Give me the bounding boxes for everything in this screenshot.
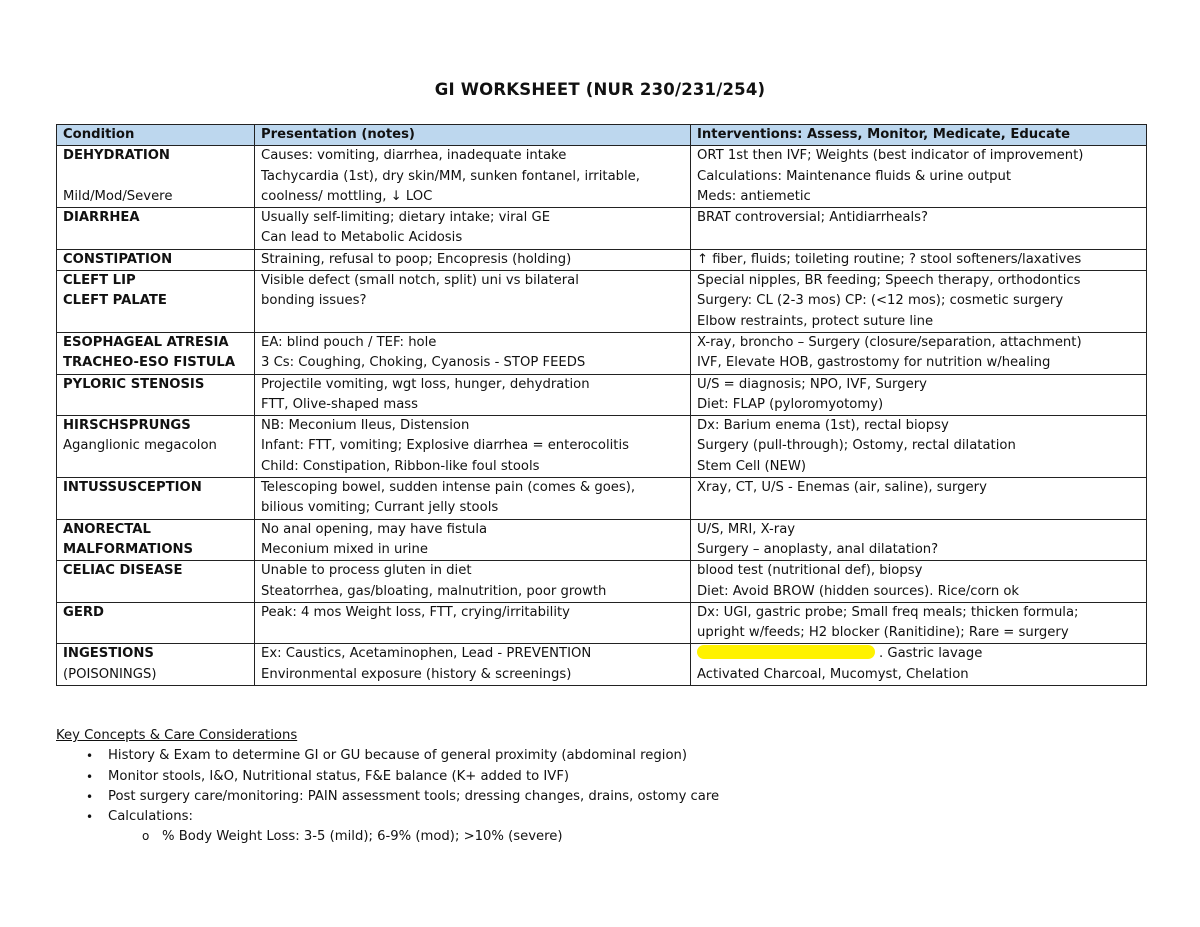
intervention-line: Diet: Avoid BROW (hidden sources). Rice/corn ok [697, 583, 1020, 599]
intervention-line: Xray, CT, U/S - Enemas (air, saline), surgery [697, 480, 987, 496]
highlight-redaction [697, 645, 875, 659]
sub-list-item-text: % Body Weight Loss: 3-5 (mild); 6-9% (mod); >10% (severe) [162, 829, 563, 845]
condition-name: TRACHEO-ESO FISTULA [63, 355, 236, 371]
interventions-cell [691, 208, 1147, 250]
intervention-line: Special nipples, BR feeding; Speech therapy, orthodontics [697, 273, 1081, 289]
table-row [57, 208, 1147, 250]
presentation-cell [255, 602, 691, 644]
presentation-cell [255, 374, 691, 416]
intervention-line: Surgery: CL (2-3 mos) CP: (<12 mos); cosmetic surgery [697, 293, 1064, 309]
condition-cell [57, 519, 255, 561]
bullet-icon: • [86, 810, 94, 825]
condition-name: DIARRHEA [63, 210, 140, 226]
condition-name: GERD [63, 604, 104, 620]
condition-cell [57, 644, 255, 686]
intervention-line: Calculations: Maintenance fluids & urine output [697, 168, 1012, 184]
column-header-presentation: Presentation (notes) [255, 125, 691, 146]
interventions-cell [691, 602, 1147, 644]
key-concepts-section [56, 726, 719, 848]
condition-cell [57, 332, 255, 374]
intervention-text: . Gastric lavage [879, 646, 983, 662]
presentation-line: bonding issues? [261, 293, 367, 309]
list-item-text: History & Exam to determine GI or GU because of general proximity (abdominal region) [108, 748, 688, 764]
interventions-cell [691, 416, 1147, 478]
intervention-line: ↑ fiber, fluids; toileting routine; ? stool softeners/laxatives [697, 251, 1082, 267]
list-item [56, 746, 719, 766]
intervention-line: Surgery – anoplasty, anal dilatation? [697, 541, 939, 557]
condition-cell [57, 249, 255, 270]
intervention-line: Activated Charcoal, Mucomyst, Chelation [697, 666, 969, 682]
list-item [56, 767, 719, 787]
condition-cell [57, 602, 255, 644]
presentation-line: Tachycardia (1st), dry skin/MM, sunken fontanel, irritable, [261, 168, 640, 184]
presentation-line: Usually self-limiting; dietary intake; viral GE [261, 210, 551, 226]
presentation-cell [255, 644, 691, 686]
presentation-line: Peak: 4 mos Weight loss, FTT, crying/irritability [261, 604, 570, 620]
sub-list-item [56, 827, 719, 847]
list-item [56, 807, 719, 827]
interventions-cell [691, 332, 1147, 374]
table-row [57, 416, 1147, 478]
presentation-cell [255, 208, 691, 250]
presentation-cell [255, 332, 691, 374]
table-row [57, 271, 1147, 333]
presentation-cell [255, 519, 691, 561]
table-row [57, 478, 1147, 520]
presentation-line: Projectile vomiting, wgt loss, hunger, dehydration [261, 376, 590, 392]
column-header-interventions: Interventions: Assess, Monitor, Medicate, Educate [691, 125, 1147, 146]
intervention-line-highlighted [697, 644, 1140, 664]
intervention-line: BRAT controversial; Antidiarrheals? [697, 210, 929, 226]
presentation-line: coolness/ mottling, ↓ LOC [261, 188, 433, 204]
condition-name: CLEFT LIP [63, 273, 136, 289]
intervention-line: Dx: UGI, gastric probe; Small freq meals; thicken formula; [697, 604, 1079, 620]
interventions-cell [691, 644, 1147, 686]
presentation-line: Steatorrhea, gas/bloating, malnutrition, poor growth [261, 583, 607, 599]
presentation-line: NB: Meconium Ileus, Distension [261, 418, 470, 434]
bullet-icon: • [86, 749, 94, 764]
interventions-cell [691, 561, 1147, 603]
interventions-cell [691, 519, 1147, 561]
list-item [56, 787, 719, 807]
intervention-line: upright w/feeds; H2 blocker (Ranitidine); Rare = surgery [697, 625, 1069, 641]
condition-subtitle: (POISONINGS) [63, 666, 157, 682]
table-row [57, 332, 1147, 374]
presentation-line: Causes: vomiting, diarrhea, inadequate intake [261, 148, 567, 164]
condition-cell [57, 478, 255, 520]
condition-cell [57, 208, 255, 250]
presentation-line: Telescoping bowel, sudden intense pain (comes & goes), [261, 480, 636, 496]
presentation-line: Infant: FTT, vomiting; Explosive diarrhea = enterocolitis [261, 438, 630, 454]
presentation-line: 3 Cs: Coughing, Choking, Cyanosis - STOP FEEDS [261, 355, 586, 371]
interventions-cell [691, 146, 1147, 208]
presentation-line: Environmental exposure (history & screenings) [261, 666, 572, 682]
intervention-line: Surgery (pull-through); Ostomy, rectal dilatation [697, 438, 1016, 454]
condition-name: PYLORIC STENOSIS [63, 376, 205, 392]
condition-name: INTUSSUSCEPTION [63, 480, 202, 496]
interventions-cell [691, 478, 1147, 520]
condition-cell [57, 271, 255, 333]
condition-name: ANORECTAL [63, 521, 151, 537]
condition-name: HIRSCHSPRUNGS [63, 418, 191, 434]
presentation-line: Child: Constipation, Ribbon-like foul stools [261, 458, 540, 474]
condition-name: CLEFT PALATE [63, 293, 167, 309]
intervention-line: Dx: Barium enema (1st), rectal biopsy [697, 418, 949, 434]
interventions-cell [691, 271, 1147, 333]
intervention-line: blood test (nutritional def), biopsy [697, 563, 923, 579]
presentation-cell [255, 146, 691, 208]
intervention-line: ORT 1st then IVF; Weights (best indicator of improvement) [697, 148, 1084, 164]
table-row [57, 519, 1147, 561]
intervention-line: Elbow restraints, protect suture line [697, 313, 934, 329]
table-row [57, 602, 1147, 644]
list-item-text: Monitor stools, I&O, Nutritional status, F&E balance (K+ added to IVF) [108, 768, 570, 784]
column-header-condition: Condition [57, 125, 255, 146]
condition-cell [57, 146, 255, 208]
condition-name: CONSTIPATION [63, 251, 173, 267]
interventions-cell [691, 374, 1147, 416]
condition-cell [57, 561, 255, 603]
condition-name: INGESTIONS [63, 646, 154, 662]
table-row [57, 146, 1147, 208]
presentation-line: Can lead to Metabolic Acidosis [261, 230, 463, 246]
presentation-line: Unable to process gluten in diet [261, 563, 472, 579]
gi-worksheet-table [56, 124, 1147, 686]
condition-cell [57, 416, 255, 478]
presentation-line: FTT, Olive-shaped mass [261, 396, 419, 412]
table-row [57, 561, 1147, 603]
table-row [57, 644, 1147, 686]
list-item-text: Post surgery care/monitoring: PAIN assessment tools; dressing changes, drains, ostomy care [108, 788, 720, 804]
intervention-line: U/S, MRI, X-ray [697, 521, 796, 537]
presentation-cell [255, 561, 691, 603]
presentation-line: Ex: Caustics, Acetaminophen, Lead - PREVENTION [261, 646, 592, 662]
presentation-line: No anal opening, may have fistula [261, 521, 488, 537]
presentation-cell [255, 416, 691, 478]
bullet-icon: • [86, 769, 94, 784]
page-title: GI WORKSHEET (NUR 230/231/254) [434, 80, 766, 99]
key-concepts-title: Key Concepts & Care Considerations [56, 728, 298, 743]
table-row [57, 249, 1147, 270]
intervention-line: U/S = diagnosis; NPO, IVF, Surgery [697, 376, 927, 392]
table-header-row [57, 125, 1147, 146]
table-row [57, 374, 1147, 416]
interventions-cell [691, 249, 1147, 270]
blank-line [63, 167, 248, 187]
list-item-text: Calculations: [108, 809, 193, 825]
bullet-icon: • [86, 789, 94, 804]
condition-name: CELIAC DISEASE [63, 563, 183, 579]
intervention-line: Meds: antiemetic [697, 188, 811, 204]
intervention-line: X-ray, broncho – Surgery (closure/separation, attachment) [697, 334, 1082, 350]
condition-name: DEHYDRATION [63, 148, 170, 164]
condition-cell [57, 374, 255, 416]
presentation-line: bilious vomiting; Currant jelly stools [261, 500, 499, 516]
presentation-cell [255, 478, 691, 520]
condition-subtitle: Mild/Mod/Severe [63, 188, 173, 204]
presentation-line: EA: blind pouch / TEF: hole [261, 334, 437, 350]
intervention-line: Diet: FLAP (pyloromyotomy) [697, 396, 884, 412]
presentation-cell [255, 271, 691, 333]
presentation-line: Meconium mixed in urine [261, 541, 428, 557]
intervention-line: IVF, Elevate HOB, gastrostomy for nutrition w/healing [697, 355, 1051, 371]
condition-subtitle: Aganglionic megacolon [63, 438, 217, 454]
sub-bullet-icon: o [142, 829, 150, 844]
presentation-line: Straining, refusal to poop; Encopresis (holding) [261, 251, 572, 267]
condition-name: ESOPHAGEAL ATRESIA [63, 334, 229, 350]
presentation-line: Visible defect (small notch, split) uni vs bilateral [261, 273, 579, 289]
condition-name: MALFORMATIONS [63, 541, 194, 557]
intervention-line: Stem Cell (NEW) [697, 458, 807, 474]
presentation-cell [255, 249, 691, 270]
